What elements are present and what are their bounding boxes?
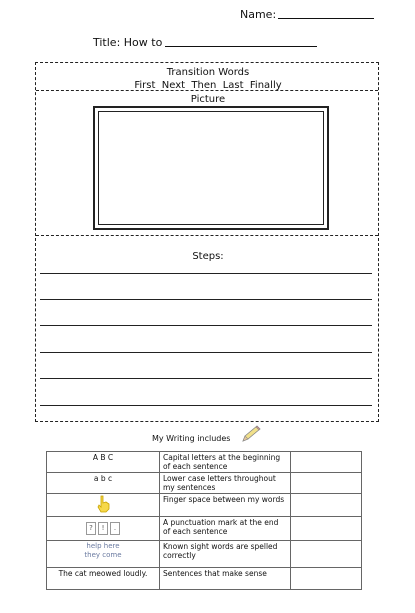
divider-dashed — [36, 235, 378, 236]
table-row — [47, 494, 362, 517]
transition-words-title: Transition Words — [166, 67, 250, 78]
question-mark-icon: ? — [86, 522, 96, 535]
step-writing-line[interactable] — [40, 273, 372, 274]
title-blank-line[interactable] — [165, 36, 317, 47]
check-cell[interactable] — [291, 568, 362, 590]
example-sight-words — [47, 541, 160, 568]
step-writing-line[interactable] — [40, 378, 372, 379]
pointing-hand-icon — [95, 506, 111, 515]
pencil-icon — [240, 424, 262, 448]
exclamation-mark-icon: ! — [98, 522, 108, 535]
example-finger-space — [47, 494, 160, 517]
check-cell[interactable] — [291, 452, 362, 473]
name-label: Name: — [240, 8, 277, 21]
sight-words-line: they come — [84, 551, 122, 559]
transition-words-list: First Next Then Last Finally — [134, 80, 282, 91]
check-cell[interactable] — [291, 541, 362, 568]
step-writing-line[interactable] — [40, 299, 372, 300]
sight-words-line: help here — [86, 542, 120, 550]
example-lowercase-letters: a b c — [47, 473, 160, 494]
picture-frame-inner — [98, 111, 324, 225]
check-cell[interactable] — [291, 473, 362, 494]
table-row — [47, 452, 362, 473]
steps-label: Steps: — [192, 251, 224, 262]
table-row — [47, 541, 362, 568]
period-icon: . — [110, 522, 120, 535]
worksheet-box — [35, 62, 379, 422]
picture-label: Picture — [190, 94, 226, 105]
criterion-text: Sentences that make sense — [160, 568, 291, 590]
writing-checklist-table — [46, 451, 362, 590]
name-field — [240, 8, 374, 21]
check-cell[interactable] — [291, 517, 362, 541]
picture-drawing-area[interactable] — [93, 106, 329, 230]
criterion-text: Lower case letters throughout my sentences — [160, 473, 291, 494]
example-punctuation — [47, 517, 160, 541]
example-capital-letters: A B C — [47, 452, 160, 473]
table-row — [47, 473, 362, 494]
example-sentence: The cat meowed loudly. — [47, 568, 160, 590]
writing-includes-label: My Writing includes — [152, 434, 231, 443]
table-row — [47, 568, 362, 590]
step-writing-line[interactable] — [40, 352, 372, 353]
criterion-text: Known sight words are spelled correctly — [160, 541, 291, 568]
title-field — [93, 36, 317, 49]
name-blank-line[interactable] — [278, 8, 374, 19]
step-writing-line[interactable] — [40, 405, 372, 406]
step-writing-line[interactable] — [40, 325, 372, 326]
check-cell[interactable] — [291, 494, 362, 517]
criterion-text: Finger space between my words — [160, 494, 291, 517]
criterion-text: Capital letters at the beginning of each sentence — [160, 452, 291, 473]
table-row — [47, 517, 362, 541]
title-label: Title: How to — [93, 36, 163, 49]
criterion-text: A punctuation mark at the end of each sentence — [160, 517, 291, 541]
